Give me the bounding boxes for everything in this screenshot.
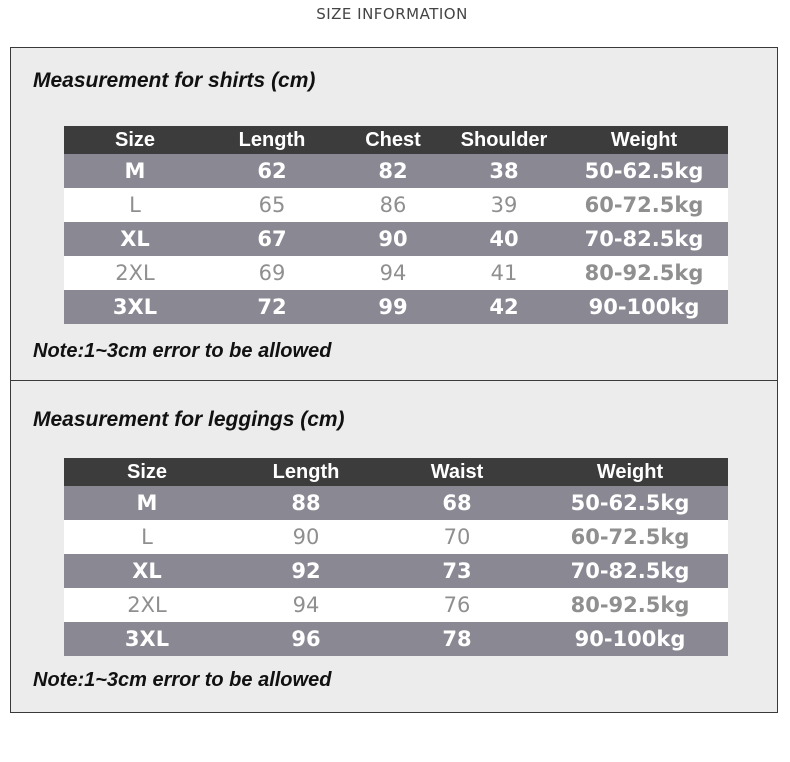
length-cell: 72 [206, 290, 338, 324]
weight-cell: 80-92.5kg [532, 588, 728, 622]
chest-cell: 94 [338, 256, 448, 290]
chest-cell: 90 [338, 222, 448, 256]
shoulder-cell: 42 [448, 290, 560, 324]
table-header-row [64, 126, 728, 154]
leggings-title: Measurement for leggings (cm) [33, 408, 345, 431]
size-cell: XL [64, 554, 230, 588]
weight-cell: 60-72.5kg [560, 188, 728, 222]
leggings-size-table [64, 458, 728, 656]
weight-cell: 90-100kg [560, 290, 728, 324]
table-row [64, 588, 728, 622]
table-header-row [64, 458, 728, 486]
chest-cell: 82 [338, 154, 448, 188]
column-header: Weight [532, 458, 728, 486]
weight-cell: 80-92.5kg [560, 256, 728, 290]
shirts-note: Note:1~3cm error to be allowed [33, 340, 332, 362]
column-header: Shoulder [448, 126, 560, 154]
weight-cell: 50-62.5kg [560, 154, 728, 188]
shoulder-cell: 41 [448, 256, 560, 290]
length-cell: 62 [206, 154, 338, 188]
column-header: Length [230, 458, 382, 486]
page-title: SIZE INFORMATION [316, 5, 468, 23]
shirts-size-table [64, 126, 728, 324]
size-cell: L [64, 188, 206, 222]
table-row [64, 188, 728, 222]
length-cell: 69 [206, 256, 338, 290]
table-row [64, 154, 728, 188]
column-header: Chest [338, 126, 448, 154]
table-row [64, 222, 728, 256]
shoulder-cell: 40 [448, 222, 560, 256]
length-cell: 88 [230, 486, 382, 520]
column-header: Size [64, 126, 206, 154]
length-cell: 67 [206, 222, 338, 256]
table-row [64, 290, 728, 324]
chest-cell: 86 [338, 188, 448, 222]
table-row [64, 486, 728, 520]
column-header: Waist [382, 458, 532, 486]
size-cell: XL [64, 222, 206, 256]
weight-cell: 70-82.5kg [532, 554, 728, 588]
length-cell: 90 [230, 520, 382, 554]
size-cell: 3XL [64, 290, 206, 324]
weight-cell: 90-100kg [532, 622, 728, 656]
waist-cell: 76 [382, 588, 532, 622]
shoulder-cell: 38 [448, 154, 560, 188]
waist-cell: 68 [382, 486, 532, 520]
weight-cell: 50-62.5kg [532, 486, 728, 520]
length-cell: 92 [230, 554, 382, 588]
column-header: Size [64, 458, 230, 486]
weight-cell: 60-72.5kg [532, 520, 728, 554]
table-row [64, 622, 728, 656]
weight-cell: 70-82.5kg [560, 222, 728, 256]
size-cell: 2XL [64, 256, 206, 290]
table-row [64, 256, 728, 290]
size-cell: L [64, 520, 230, 554]
shoulder-cell: 39 [448, 188, 560, 222]
length-cell: 94 [230, 588, 382, 622]
length-cell: 65 [206, 188, 338, 222]
waist-cell: 78 [382, 622, 532, 656]
waist-cell: 70 [382, 520, 532, 554]
size-cell: 3XL [64, 622, 230, 656]
size-cell: 2XL [64, 588, 230, 622]
table-row [64, 554, 728, 588]
shirts-title: Measurement for shirts (cm) [33, 69, 316, 92]
leggings-note: Note:1~3cm error to be allowed [33, 669, 332, 691]
column-header: Weight [560, 126, 728, 154]
waist-cell: 73 [382, 554, 532, 588]
size-cell: M [64, 154, 206, 188]
size-cell: M [64, 486, 230, 520]
leggings-size-panel [10, 380, 778, 713]
length-cell: 96 [230, 622, 382, 656]
column-header: Length [206, 126, 338, 154]
chest-cell: 99 [338, 290, 448, 324]
shirts-size-panel [10, 47, 778, 381]
table-row [64, 520, 728, 554]
